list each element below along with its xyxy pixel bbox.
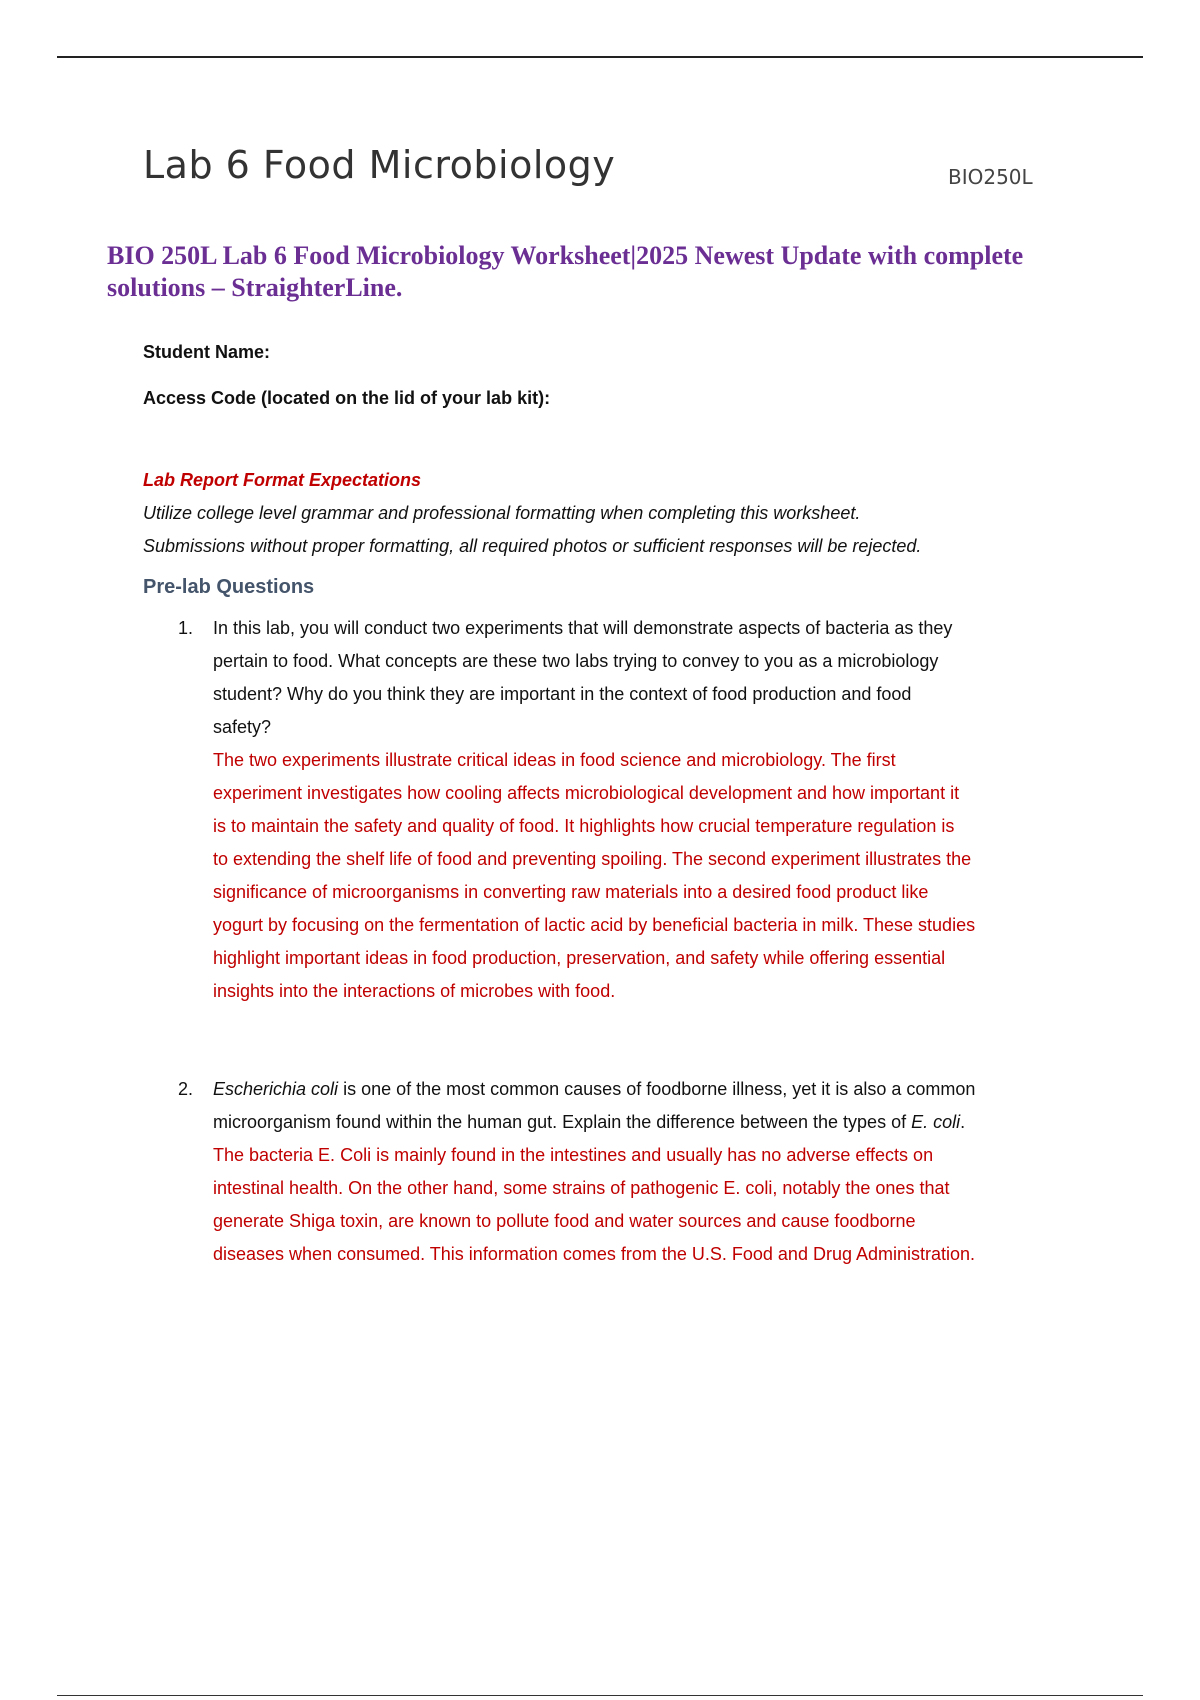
document-heading-line: BIO 250L Lab 6 Food Microbiology Worksheet|2025 Newest Update with complete [107,241,1024,270]
answer-text: significance of microorganisms in converting raw materials into a desired food product like [213,882,929,902]
question-item [178,612,1058,1008]
answer-text: to extending the shelf life of food and preventing spoiling. The second experiment illustrates the [213,849,972,869]
format-expectations [143,464,1043,563]
question-text [213,1106,1058,1139]
prelab-title: Pre-lab Questions [143,576,315,598]
answer-text: generate Shiga toxin, are known to pollute food and water sources and cause foodborne [213,1211,916,1231]
answer-text: highlight important ideas in food production, preservation, and safety while offering essential [213,948,946,968]
course-code: BIO250L [948,165,1033,189]
answer-text: yogurt by focusing on the fermentation of lactic acid by beneficial bacteria in milk. These studies [213,915,976,935]
species-name: Escherichia coli [213,1079,339,1099]
question-text-start: microorganism found within the human gut. Explain the difference between the types of [213,1112,912,1132]
question-item [178,1073,1058,1271]
bottom-divider [57,1695,1143,1696]
answer-text: The two experiments illustrate critical ideas in food science and microbiology. The first [213,750,896,770]
question-text: student? Why do you think they are important in the context of food production and food [213,684,912,704]
question-text: pertain to food. What concepts are these two labs trying to convey to you as a microbiology [213,651,939,671]
answer-text: intestinal health. On the other hand, some strains of pathogenic E. coli, notably the ones that [213,1178,950,1198]
question-text: In this lab, you will conduct two experiments that will demonstrate aspects of bacteria as they [213,618,953,638]
document-heading [107,240,1107,304]
question-text-end: . [960,1112,966,1132]
answer-text: experiment investigates how cooling affects microbiological development and how important it [213,783,960,803]
expectations-text: Utilize college level grammar and professional formatting when completing this worksheet. [143,503,861,523]
answer-text: is to maintain the safety and quality of food. It highlights how crucial temperature regulation is [213,816,955,836]
species-abbrev: E. coli [911,1112,961,1132]
expectations-title: Lab Report Format Expectations [143,470,422,490]
access-code-label: Access Code (located on the lid of your lab kit): [143,388,551,408]
question-number: 2. [178,1079,194,1099]
answer-text: diseases when consumed. This information comes from the U.S. Food and Drug Administration. [213,1244,976,1264]
expectations-text: Submissions without proper formatting, all required photos or sufficient responses will be rejected. [143,536,922,556]
answer-text: insights into the interactions of microbes with food. [213,981,616,1001]
top-divider [57,56,1143,58]
document-heading-line: solutions – StraighterLine. [107,273,403,302]
student-name-label: Student Name: [143,342,271,362]
answer-text: The bacteria E. Coli is mainly found in the intestines and usually has no adverse effects on [213,1145,934,1165]
question-text-rest: is one of the most common causes of foodborne illness, yet it is also a common [338,1079,976,1099]
question-text [213,1073,1058,1106]
lab-title: Lab 6 Food Microbiology [143,143,616,187]
question-text: safety? [213,717,272,737]
question-number: 1. [178,618,194,638]
